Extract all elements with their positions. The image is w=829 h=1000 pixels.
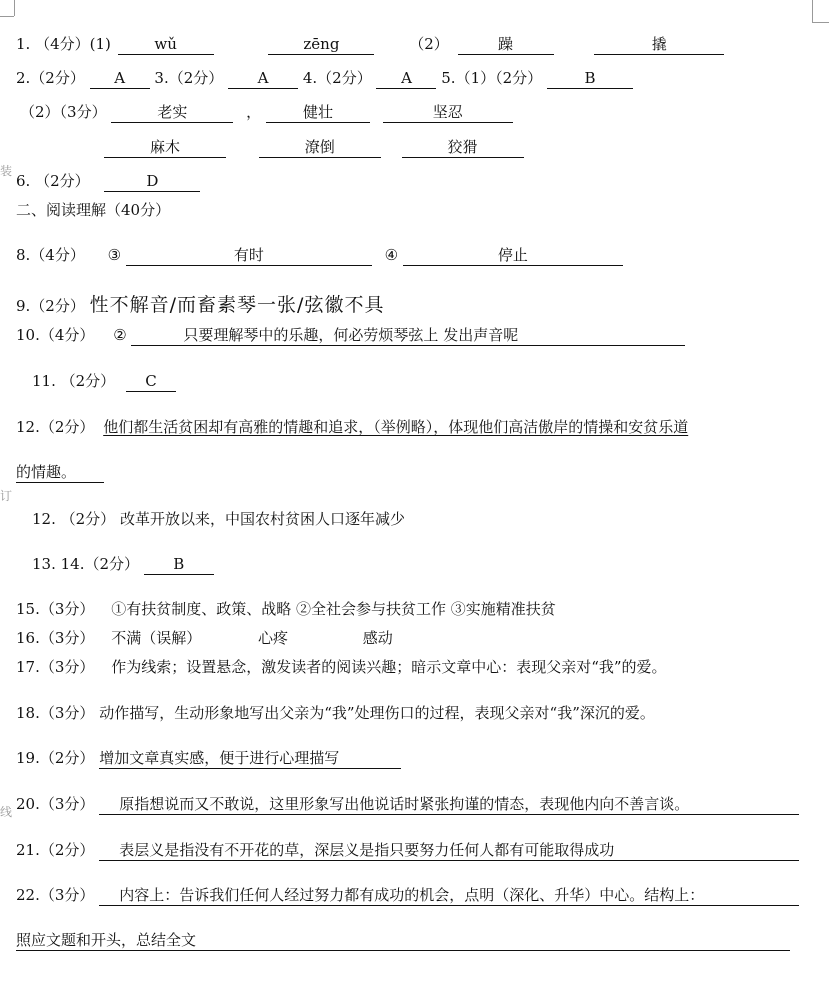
answer-text: 改革开放以来，中国农村贫困人口逐年减少 bbox=[119, 510, 405, 528]
answer-blank: 健壮 bbox=[266, 103, 370, 123]
answer-text: 原指想说而又不敢说，这里形象写出他说话时紧张拘谨的情态，表现他内向不善言谈。 bbox=[119, 795, 690, 813]
answer-blank: A bbox=[90, 69, 150, 89]
answer-blank: 停止 bbox=[403, 246, 623, 266]
answer-blank: wǔ bbox=[118, 35, 214, 55]
answer-blank: zēng bbox=[268, 35, 374, 55]
answer-line-q18 bbox=[16, 703, 655, 723]
question-label: 22.（3分） bbox=[16, 886, 95, 904]
answer-blank: 撬 bbox=[594, 35, 724, 55]
answer-blank: 坚忍 bbox=[383, 103, 513, 123]
question-label: 1. （4分）(1) bbox=[16, 35, 111, 53]
answer-blank: 潦倒 bbox=[259, 138, 381, 158]
answer-blank: B bbox=[144, 555, 214, 575]
question-label: 17.（3分） bbox=[16, 658, 95, 676]
answer-text: 性不解音/而畜素琴一张/弦徽不具 bbox=[89, 294, 385, 316]
sub-label: （2） bbox=[409, 35, 449, 53]
answer-line-q6 bbox=[16, 171, 200, 192]
answer-line-q11 bbox=[32, 371, 176, 392]
answer-blank: 老实 bbox=[111, 103, 233, 123]
answer-text: 内容上：告诉我们任何人经过努力都有成功的机会，点明（深化、升华）中心。结构上： bbox=[119, 886, 705, 904]
page-corner-mark-right bbox=[812, 22, 829, 23]
question-label: 20.（3分） bbox=[16, 795, 95, 813]
question-label: 16.（3分） bbox=[16, 629, 95, 647]
answer-line-q2-5 bbox=[16, 68, 633, 89]
question-label: 13. 14.（2分） bbox=[32, 555, 140, 573]
answer-text: 不满（误解） bbox=[111, 629, 202, 647]
answer-blank bbox=[131, 326, 685, 346]
answer-text: 增加文章真实感，便于进行心理描写 bbox=[99, 749, 401, 769]
section-heading: 二、阅读理解（40分） bbox=[16, 201, 171, 219]
answer-blank: A bbox=[228, 69, 298, 89]
answer-line-q12 bbox=[16, 417, 688, 437]
answer-text: 照应文题和开头，总结全文 bbox=[16, 931, 790, 951]
question-label: 18.（3分） bbox=[16, 704, 95, 722]
answer-line-q5-part2-cont bbox=[104, 137, 524, 158]
binding-margin-mark: 线 bbox=[0, 805, 13, 819]
answer-line-q20 bbox=[16, 794, 799, 815]
answer-blank: B bbox=[547, 69, 633, 89]
page-corner-mark-left bbox=[14, 0, 15, 16]
question-label: （2）（3分） bbox=[20, 103, 107, 121]
question-label: 11. （2分） bbox=[32, 372, 116, 390]
question-label: 10.（4分） bbox=[16, 326, 95, 344]
answer-text: 的情趣。 bbox=[16, 463, 104, 483]
answer-text: 动作描写，生动形象地写出父亲为“我”处理伤口的过程，表现父亲对“我”深沉的爱。 bbox=[99, 704, 655, 722]
circled-number: ② bbox=[113, 326, 127, 344]
page-corner-mark-right bbox=[812, 0, 813, 22]
answer-blank: A bbox=[376, 69, 436, 89]
answer-blank bbox=[99, 841, 799, 861]
question-label: 3.（2分） bbox=[154, 69, 224, 87]
answer-blank: 躁 bbox=[458, 35, 554, 55]
question-label: 8.（4分） bbox=[16, 246, 85, 264]
answer-text: 作为线索；设置悬念，激发读者的阅读兴趣；暗示文章中心：表现父亲对“我”的爱。 bbox=[111, 658, 667, 676]
question-label: 12. （2分） bbox=[32, 510, 116, 528]
answer-text: 感动 bbox=[362, 629, 393, 647]
answer-blank: C bbox=[126, 372, 176, 392]
answer-text: 心疼 bbox=[257, 629, 288, 647]
answer-line-q8 bbox=[16, 245, 623, 266]
answer-line-q1 bbox=[16, 34, 724, 55]
page-corner-mark-left bbox=[0, 16, 14, 17]
answer-blank bbox=[99, 886, 799, 906]
binding-margin-mark: 订 bbox=[0, 489, 13, 503]
answer-text: ①有扶贫制度、政策、战略 ②全社会参与扶贫工作 ③实施精准扶贫 bbox=[111, 600, 556, 618]
circled-number: ④ bbox=[384, 246, 399, 264]
answer-line-q21 bbox=[16, 840, 799, 861]
answer-line-q9 bbox=[16, 295, 384, 316]
binding-margin-mark: 装 bbox=[0, 164, 13, 178]
answer-line-q15 bbox=[16, 599, 556, 619]
answer-blank: D bbox=[104, 172, 200, 192]
question-label: 19.（2分） bbox=[16, 749, 95, 767]
comma: ， bbox=[246, 103, 262, 121]
question-label: 9.（2分） bbox=[16, 297, 85, 315]
answer-blank: 狡猾 bbox=[402, 138, 524, 158]
question-label: 21.（2分） bbox=[16, 841, 95, 859]
answer-text: 只要理解琴中的乐趣，何必劳烦琴弦上 发出声音呢 bbox=[183, 326, 519, 344]
question-label: 12.（2分） bbox=[16, 418, 95, 436]
question-label: 6. （2分） bbox=[16, 172, 90, 190]
answer-line-q22-cont bbox=[16, 930, 790, 951]
answer-line-q22 bbox=[16, 885, 799, 906]
answer-line-q10 bbox=[16, 325, 685, 346]
answer-line-q16 bbox=[16, 628, 393, 648]
question-label: 2.（2分） bbox=[16, 69, 85, 87]
answer-blank bbox=[99, 795, 799, 815]
question-label: 4.（2分） bbox=[302, 69, 372, 87]
answer-line-q19 bbox=[16, 748, 401, 769]
answer-line-q12-cont bbox=[16, 462, 104, 483]
question-label: 15.（3分） bbox=[16, 600, 95, 618]
answer-blank: 有时 bbox=[126, 246, 372, 266]
answer-line-q12-alt bbox=[32, 509, 405, 529]
question-label: 5.（1）（2分） bbox=[441, 69, 543, 87]
answer-line-q17 bbox=[16, 657, 667, 677]
answer-line-q5-part2 bbox=[20, 102, 513, 123]
answer-text: 表层义是指没有不开花的草，深层义是指只要努力任何人都有可能取得成功 bbox=[119, 841, 615, 859]
answer-line-q13-14 bbox=[32, 554, 214, 575]
answer-text: 他们都生活贫困却有高雅的情趣和追求，（举例略），体现他们高洁傲岸的情操和安贫乐道 bbox=[103, 418, 689, 436]
answer-blank: 麻木 bbox=[104, 138, 226, 158]
circled-number: ③ bbox=[107, 246, 122, 264]
